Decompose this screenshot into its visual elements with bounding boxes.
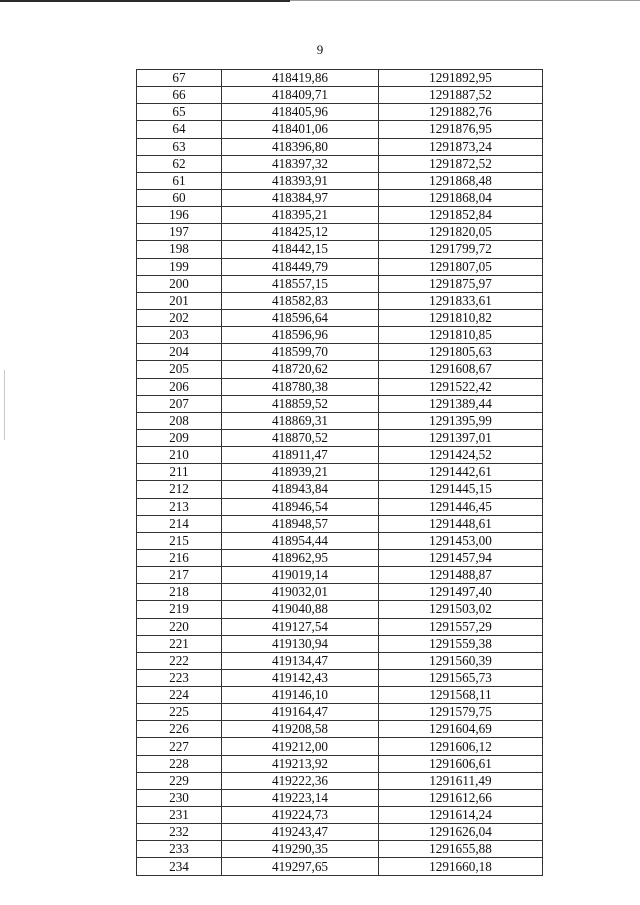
- x-coordinate-cell: 418954,44: [222, 532, 379, 549]
- table-row: [137, 635, 543, 652]
- point-number-cell: 228: [137, 755, 222, 772]
- table-row: [137, 378, 543, 395]
- point-number-cell: 63: [137, 138, 222, 155]
- point-number-cell: 203: [137, 327, 222, 344]
- x-coordinate-cell: 419032,01: [222, 584, 379, 601]
- y-coordinate-cell: 1291810,85: [379, 327, 543, 344]
- point-number-cell: 210: [137, 447, 222, 464]
- point-number-cell: 66: [137, 87, 222, 104]
- table-row: [137, 687, 543, 704]
- table-row: [137, 87, 543, 104]
- point-number-cell: 196: [137, 207, 222, 224]
- x-coordinate-cell: 419134,47: [222, 652, 379, 669]
- x-coordinate-cell: 419164,47: [222, 704, 379, 721]
- x-coordinate-cell: 418384,97: [222, 189, 379, 206]
- table-row: [137, 789, 543, 806]
- point-number-cell: 219: [137, 601, 222, 618]
- point-number-cell: 204: [137, 344, 222, 361]
- point-number-cell: 215: [137, 532, 222, 549]
- table-row: [137, 344, 543, 361]
- table-row: [137, 241, 543, 258]
- table-row: [137, 532, 543, 549]
- y-coordinate-cell: 1291807,05: [379, 258, 543, 275]
- y-coordinate-cell: 1291565,73: [379, 669, 543, 686]
- y-coordinate-cell: 1291522,42: [379, 378, 543, 395]
- y-coordinate-cell: 1291611,49: [379, 772, 543, 789]
- scan-edge-line: [0, 0, 290, 2]
- point-number-cell: 229: [137, 772, 222, 789]
- y-coordinate-cell: 1291873,24: [379, 138, 543, 155]
- coordinates-table: [136, 69, 543, 876]
- point-number-cell: 205: [137, 361, 222, 378]
- point-number-cell: 226: [137, 721, 222, 738]
- y-coordinate-cell: 1291608,67: [379, 361, 543, 378]
- page-number: 9: [316, 42, 324, 57]
- x-coordinate-cell: 418419,86: [222, 70, 379, 87]
- point-number-cell: 218: [137, 584, 222, 601]
- point-number-cell: 220: [137, 618, 222, 635]
- point-number-cell: 208: [137, 412, 222, 429]
- x-coordinate-cell: 418557,15: [222, 275, 379, 292]
- table-row: [137, 70, 543, 87]
- table-row: [137, 429, 543, 446]
- y-coordinate-cell: 1291424,52: [379, 447, 543, 464]
- y-coordinate-cell: 1291579,75: [379, 704, 543, 721]
- y-coordinate-cell: 1291887,52: [379, 87, 543, 104]
- point-number-cell: 214: [137, 515, 222, 532]
- table-row: [137, 721, 543, 738]
- table-row: [137, 704, 543, 721]
- y-coordinate-cell: 1291606,12: [379, 738, 543, 755]
- table-row: [137, 258, 543, 275]
- table-row: [137, 447, 543, 464]
- table-row: [137, 515, 543, 532]
- y-coordinate-cell: 1291833,61: [379, 292, 543, 309]
- x-coordinate-cell: 418962,95: [222, 549, 379, 566]
- x-coordinate-cell: 419290,35: [222, 841, 379, 858]
- table-row: [137, 669, 543, 686]
- x-coordinate-cell: 418869,31: [222, 412, 379, 429]
- point-number-cell: 224: [137, 687, 222, 704]
- x-coordinate-cell: 419142,43: [222, 669, 379, 686]
- table-row: [137, 481, 543, 498]
- x-coordinate-cell: 418720,62: [222, 361, 379, 378]
- y-coordinate-cell: 1291820,05: [379, 224, 543, 241]
- x-coordinate-cell: 419127,54: [222, 618, 379, 635]
- point-number-cell: 202: [137, 309, 222, 326]
- table-row: [137, 104, 543, 121]
- table-row: [137, 189, 543, 206]
- table-row: [137, 172, 543, 189]
- point-number-cell: 60: [137, 189, 222, 206]
- table-row: [137, 755, 543, 772]
- y-coordinate-cell: 1291560,39: [379, 652, 543, 669]
- table-row: [137, 292, 543, 309]
- table-row: [137, 327, 543, 344]
- y-coordinate-cell: 1291892,95: [379, 70, 543, 87]
- y-coordinate-cell: 1291448,61: [379, 515, 543, 532]
- y-coordinate-cell: 1291875,97: [379, 275, 543, 292]
- x-coordinate-cell: 418599,70: [222, 344, 379, 361]
- y-coordinate-cell: 1291805,63: [379, 344, 543, 361]
- x-coordinate-cell: 418405,96: [222, 104, 379, 121]
- y-coordinate-cell: 1291604,69: [379, 721, 543, 738]
- point-number-cell: 221: [137, 635, 222, 652]
- y-coordinate-cell: 1291446,45: [379, 498, 543, 515]
- table-row: [137, 567, 543, 584]
- table-row: [137, 361, 543, 378]
- table-row: [137, 738, 543, 755]
- y-coordinate-cell: 1291876,95: [379, 121, 543, 138]
- x-coordinate-cell: 419224,73: [222, 807, 379, 824]
- table-row: [137, 224, 543, 241]
- x-coordinate-cell: 419130,94: [222, 635, 379, 652]
- y-coordinate-cell: 1291557,29: [379, 618, 543, 635]
- x-coordinate-cell: 418780,38: [222, 378, 379, 395]
- y-coordinate-cell: 1291612,66: [379, 789, 543, 806]
- y-coordinate-cell: 1291497,40: [379, 584, 543, 601]
- point-number-cell: 223: [137, 669, 222, 686]
- y-coordinate-cell: 1291395,99: [379, 412, 543, 429]
- y-coordinate-cell: 1291852,84: [379, 207, 543, 224]
- x-coordinate-cell: 418859,52: [222, 395, 379, 412]
- point-number-cell: 206: [137, 378, 222, 395]
- y-coordinate-cell: 1291868,04: [379, 189, 543, 206]
- y-coordinate-cell: 1291810,82: [379, 309, 543, 326]
- y-coordinate-cell: 1291626,04: [379, 824, 543, 841]
- coordinates-table-body: [137, 70, 543, 876]
- x-coordinate-cell: 419146,10: [222, 687, 379, 704]
- table-row: [137, 584, 543, 601]
- x-coordinate-cell: 418596,64: [222, 309, 379, 326]
- y-coordinate-cell: 1291397,01: [379, 429, 543, 446]
- point-number-cell: 198: [137, 241, 222, 258]
- y-coordinate-cell: 1291614,24: [379, 807, 543, 824]
- x-coordinate-cell: 419040,88: [222, 601, 379, 618]
- x-coordinate-cell: 418449,79: [222, 258, 379, 275]
- y-coordinate-cell: 1291872,52: [379, 155, 543, 172]
- point-number-cell: 212: [137, 481, 222, 498]
- table-row: [137, 549, 543, 566]
- x-coordinate-cell: 418442,15: [222, 241, 379, 258]
- table-row: [137, 309, 543, 326]
- x-coordinate-cell: 418425,12: [222, 224, 379, 241]
- point-number-cell: 222: [137, 652, 222, 669]
- point-number-cell: 232: [137, 824, 222, 841]
- x-coordinate-cell: 418395,21: [222, 207, 379, 224]
- x-coordinate-cell: 419223,14: [222, 789, 379, 806]
- table-row: [137, 155, 543, 172]
- y-coordinate-cell: 1291655,88: [379, 841, 543, 858]
- point-number-cell: 227: [137, 738, 222, 755]
- table-row: [137, 772, 543, 789]
- y-coordinate-cell: 1291799,72: [379, 241, 543, 258]
- x-coordinate-cell: 418939,21: [222, 464, 379, 481]
- point-number-cell: 67: [137, 70, 222, 87]
- x-coordinate-cell: 419019,14: [222, 567, 379, 584]
- table-row: [137, 652, 543, 669]
- y-coordinate-cell: 1291488,87: [379, 567, 543, 584]
- y-coordinate-cell: 1291568,11: [379, 687, 543, 704]
- table-row: [137, 138, 543, 155]
- x-coordinate-cell: 419213,92: [222, 755, 379, 772]
- x-coordinate-cell: 418948,57: [222, 515, 379, 532]
- y-coordinate-cell: 1291606,61: [379, 755, 543, 772]
- x-coordinate-cell: 418943,84: [222, 481, 379, 498]
- table-row: [137, 824, 543, 841]
- y-coordinate-cell: 1291503,02: [379, 601, 543, 618]
- table-row: [137, 601, 543, 618]
- table-row: [137, 275, 543, 292]
- table-row: [137, 207, 543, 224]
- point-number-cell: 211: [137, 464, 222, 481]
- point-number-cell: 216: [137, 549, 222, 566]
- x-coordinate-cell: 419243,47: [222, 824, 379, 841]
- y-coordinate-cell: 1291882,76: [379, 104, 543, 121]
- table-row: [137, 412, 543, 429]
- point-number-cell: 65: [137, 104, 222, 121]
- y-coordinate-cell: 1291445,15: [379, 481, 543, 498]
- point-number-cell: 61: [137, 172, 222, 189]
- point-number-cell: 200: [137, 275, 222, 292]
- scan-edge-line-light: [290, 0, 640, 1]
- point-number-cell: 209: [137, 429, 222, 446]
- scan-margin-mark: [4, 370, 5, 440]
- x-coordinate-cell: 418582,83: [222, 292, 379, 309]
- point-number-cell: 213: [137, 498, 222, 515]
- y-coordinate-cell: 1291559,38: [379, 635, 543, 652]
- y-coordinate-cell: 1291453,00: [379, 532, 543, 549]
- y-coordinate-cell: 1291868,48: [379, 172, 543, 189]
- y-coordinate-cell: 1291457,94: [379, 549, 543, 566]
- point-number-cell: 230: [137, 789, 222, 806]
- point-number-cell: 231: [137, 807, 222, 824]
- y-coordinate-cell: 1291660,18: [379, 858, 543, 875]
- table-row: [137, 464, 543, 481]
- point-number-cell: 201: [137, 292, 222, 309]
- x-coordinate-cell: 418409,71: [222, 87, 379, 104]
- point-number-cell: 197: [137, 224, 222, 241]
- x-coordinate-cell: 418596,96: [222, 327, 379, 344]
- x-coordinate-cell: 418393,91: [222, 172, 379, 189]
- table-row: [137, 618, 543, 635]
- point-number-cell: 62: [137, 155, 222, 172]
- y-coordinate-cell: 1291442,61: [379, 464, 543, 481]
- x-coordinate-cell: 419208,58: [222, 721, 379, 738]
- table-row: [137, 395, 543, 412]
- point-number-cell: 64: [137, 121, 222, 138]
- x-coordinate-cell: 418401,06: [222, 121, 379, 138]
- x-coordinate-cell: 419212,00: [222, 738, 379, 755]
- x-coordinate-cell: 418946,54: [222, 498, 379, 515]
- table-row: [137, 807, 543, 824]
- point-number-cell: 234: [137, 858, 222, 875]
- x-coordinate-cell: 418397,32: [222, 155, 379, 172]
- x-coordinate-cell: 419222,36: [222, 772, 379, 789]
- table-row: [137, 841, 543, 858]
- point-number-cell: 207: [137, 395, 222, 412]
- point-number-cell: 217: [137, 567, 222, 584]
- table-row: [137, 858, 543, 875]
- point-number-cell: 233: [137, 841, 222, 858]
- table-row: [137, 498, 543, 515]
- x-coordinate-cell: 418870,52: [222, 429, 379, 446]
- point-number-cell: 225: [137, 704, 222, 721]
- table-row: [137, 121, 543, 138]
- y-coordinate-cell: 1291389,44: [379, 395, 543, 412]
- x-coordinate-cell: 419297,65: [222, 858, 379, 875]
- x-coordinate-cell: 418911,47: [222, 447, 379, 464]
- point-number-cell: 199: [137, 258, 222, 275]
- x-coordinate-cell: 418396,80: [222, 138, 379, 155]
